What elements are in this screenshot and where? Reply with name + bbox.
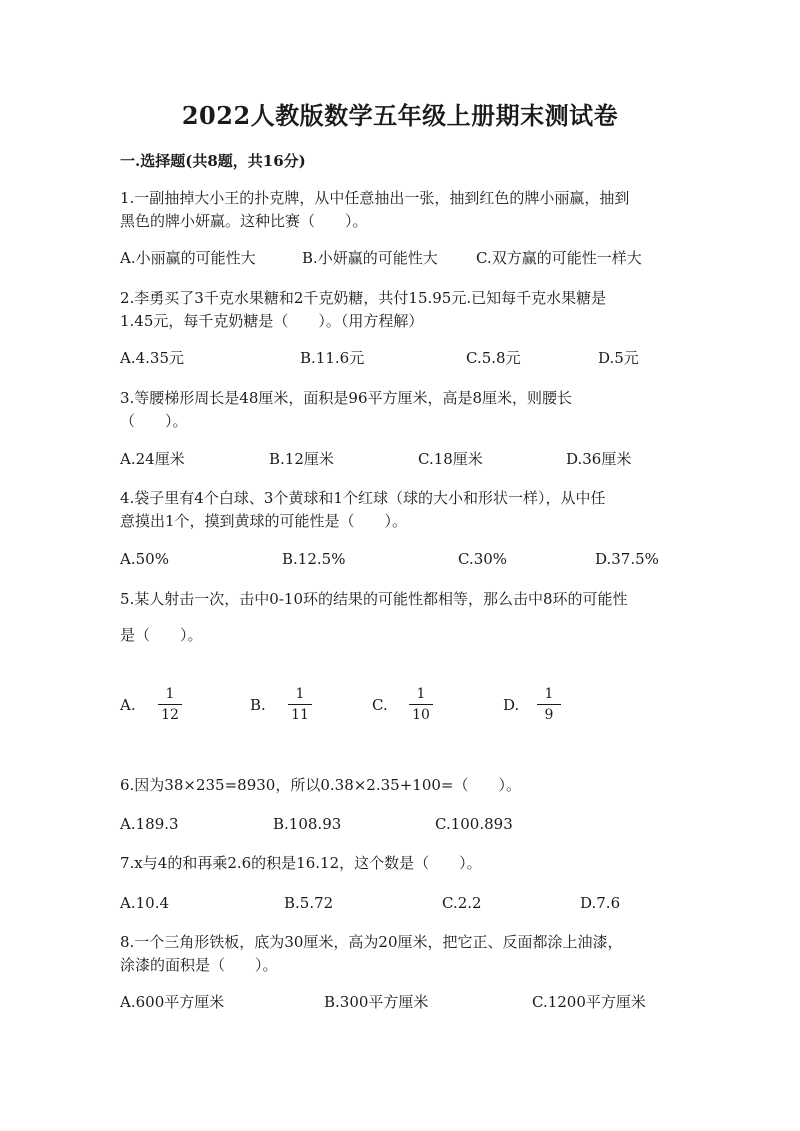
question-2-option-a: A.4.35元: [120, 349, 184, 367]
fraction-denominator: 11: [291, 707, 309, 723]
fraction-numerator: 1: [165, 686, 175, 702]
question-5-option-d-fraction: [537, 686, 561, 723]
question-8-text-line-1: 8.一个三角形铁板，底为30厘米，高为20厘米，把它正、反面都涂上油漆，: [120, 933, 623, 951]
question-4-option-c: C.30%: [458, 550, 508, 568]
question-3-option-a: A.24厘米: [120, 450, 185, 468]
question-1-text-line-1: 1.一副抽掉大小王的扑克牌，从中任意抽出一张，抽到红色的牌小丽赢，抽到: [120, 189, 630, 207]
fraction-denominator: 9: [544, 707, 554, 723]
fraction-bar: [409, 704, 433, 705]
question-6-option-b: B.108.93: [273, 815, 342, 833]
question-4-text-line-2: 意摸出1个，摸到黄球的可能性是（ ）。: [120, 512, 408, 530]
question-1-text-line-2: 黑色的牌小妍赢。这种比赛（ ）。: [120, 212, 368, 230]
question-8-option-a: A.600平方厘米: [120, 993, 225, 1011]
question-6-text-line-1: 6.因为38×235=8930，所以0.38×2.35+100=（ ）。: [120, 776, 521, 794]
question-8-option-c: C.1200平方厘米: [532, 993, 646, 1011]
question-3-text-line-1: 3.等腰梯形周长是48厘米，面积是96平方厘米，高是8厘米，则腰长: [120, 389, 573, 407]
question-4-text-line-1: 4.袋子里有4个白球、3个黄球和1个红球（球的大小和形状一样），从中任: [120, 489, 606, 507]
question-2-text-line-1: 2.李勇买了3千克水果糖和2千克奶糖，共付15.95元.已知每千克水果糖是: [120, 289, 607, 307]
question-3-text-line-2: （ ）。: [120, 412, 188, 430]
question-1-option-b: B.小妍赢的可能性大: [302, 249, 438, 267]
question-4-option-d: D.37.5%: [595, 550, 659, 568]
question-4-option-a: A.50%: [120, 550, 169, 568]
question-8-option-b: B.300平方厘米: [324, 993, 429, 1011]
question-6-option-a: A.189.3: [120, 815, 179, 833]
question-4-option-b: B.12.5%: [282, 550, 346, 568]
fraction-denominator: 12: [161, 707, 179, 723]
question-1-option-a: A.小丽赢的可能性大: [120, 249, 256, 267]
page-title: 2022人教版数学五年级上册期末测试卷: [181, 101, 619, 130]
question-3-option-c: C.18厘米: [418, 450, 483, 468]
question-5-option-b-fraction: [288, 686, 312, 723]
question-3-option-b: B.12厘米: [269, 450, 334, 468]
question-7-option-d: D.7.6: [580, 894, 621, 912]
fraction-numerator: 1: [544, 686, 554, 702]
question-5-option-c-label: C.: [372, 696, 388, 714]
question-5-option-c-fraction: [409, 686, 433, 723]
question-2-option-b: B.11.6元: [300, 349, 365, 367]
fraction-numerator: 1: [295, 686, 305, 702]
fraction-bar: [288, 704, 312, 705]
question-5-option-a-label: A.: [120, 696, 136, 714]
fraction-numerator: 1: [416, 686, 426, 702]
question-7-option-b: B.5.72: [284, 894, 334, 912]
question-2-option-c: C.5.8元: [466, 349, 521, 367]
question-6-option-c: C.100.893: [435, 815, 513, 833]
question-5-text-line-2: 是（ ）。: [120, 626, 203, 644]
question-1-option-c: C.双方赢的可能性一样大: [476, 249, 642, 267]
question-5-option-b-label: B.: [250, 696, 266, 714]
question-5-option-a-fraction: [158, 686, 182, 723]
question-7-text-line-1: 7.x与4的和再乘2.6的积是16.12，这个数是（ ）。: [120, 854, 482, 872]
fraction-bar: [158, 704, 182, 705]
question-7-option-a: A.10.4: [120, 894, 169, 912]
question-8-text-line-2: 涂漆的面积是（ ）。: [120, 956, 278, 974]
question-2-option-d: D.5元: [598, 349, 639, 367]
fraction-denominator: 10: [412, 707, 430, 723]
question-3-option-d: D.36厘米: [566, 450, 632, 468]
question-7-option-c: C.2.2: [442, 894, 482, 912]
question-2-text-line-2: 1.45元，每千克奶糖是（ ）。（用方程解）: [120, 312, 424, 330]
section-heading: 一.选择题(共8题，共16分): [120, 152, 306, 170]
question-5-option-d-label: D.: [503, 696, 520, 714]
fraction-bar: [537, 704, 561, 705]
question-5-text-line-1: 5.某人射击一次，击中0-10环的结果的可能性都相等，那么击中8环的可能性: [120, 590, 628, 608]
